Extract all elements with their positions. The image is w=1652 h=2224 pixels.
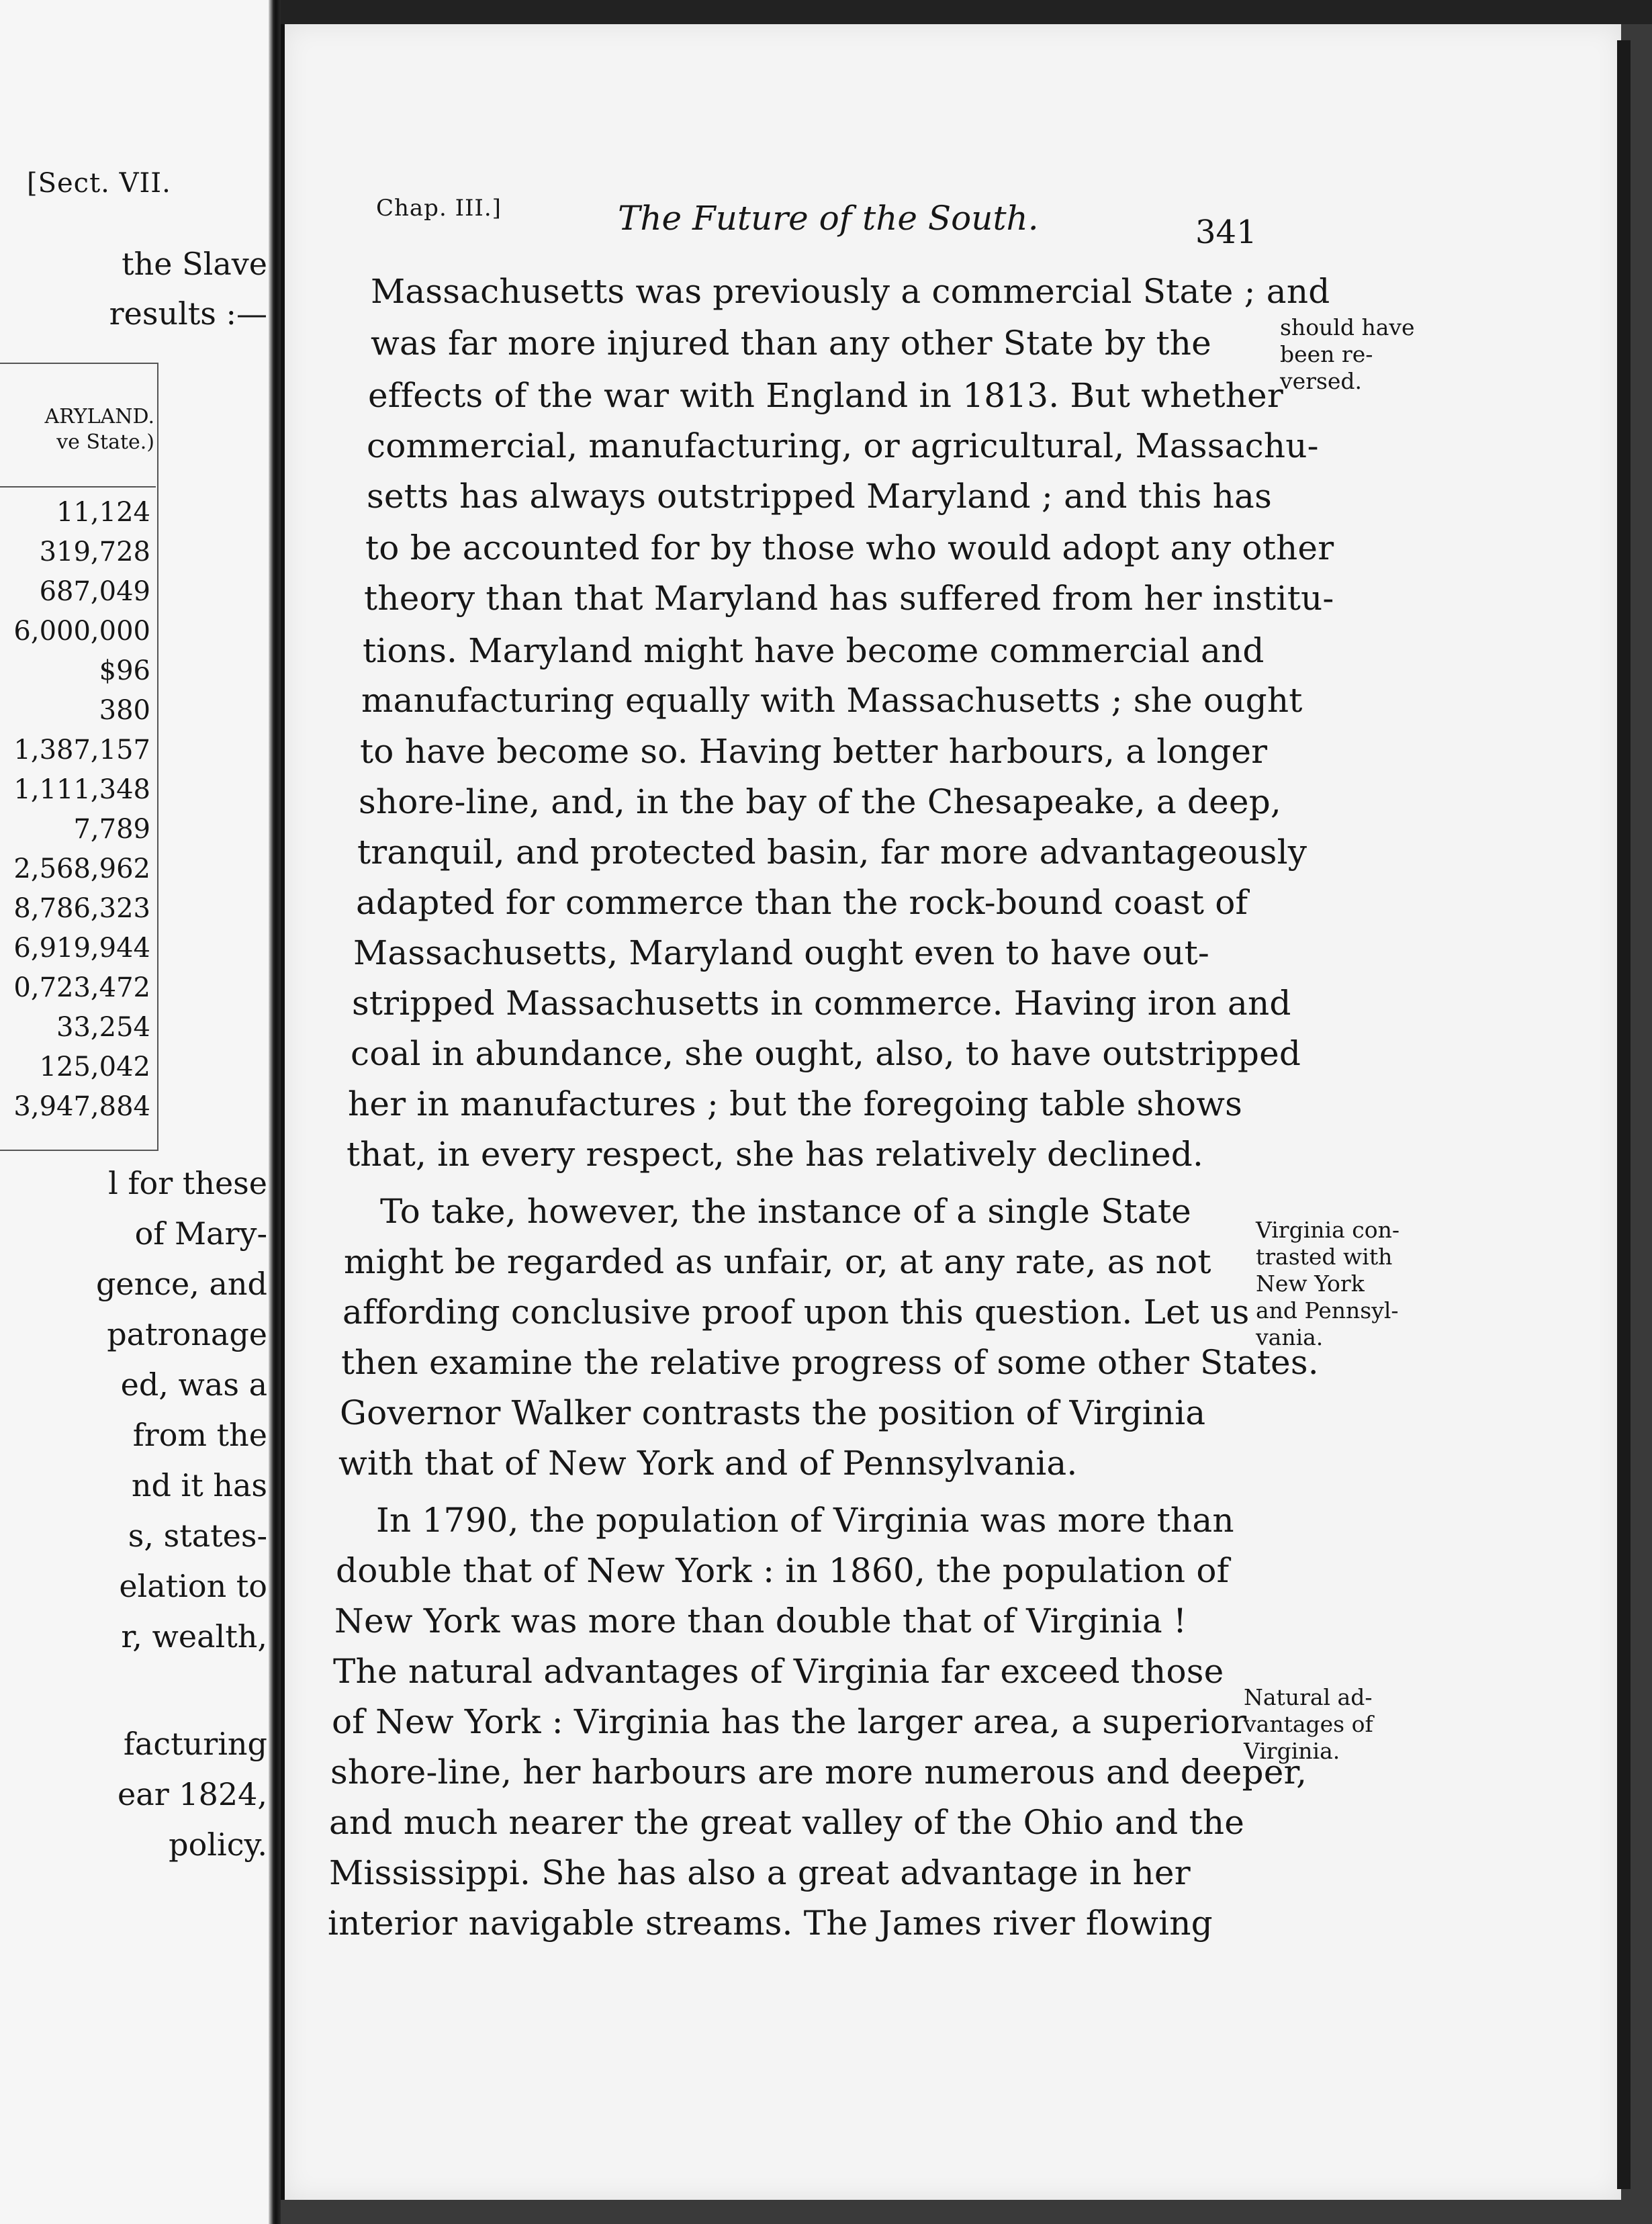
- running-head-title: The Future of the South.: [618, 199, 1039, 238]
- table-value: 33,254: [56, 1012, 150, 1043]
- left-table-header-line: ARYLAND.: [44, 405, 154, 428]
- body-text-line: In 1790, the population of Virginia was more than: [376, 1501, 1234, 1540]
- running-head-chapter: Chap. III.]: [376, 195, 502, 222]
- table-value: 687,049: [39, 576, 150, 607]
- margin-note-line: and Pennsyl-: [1256, 1297, 1399, 1324]
- body-text-line: adapted for commerce than the rock-bound coast of: [356, 883, 1248, 922]
- table-value: 380: [99, 695, 150, 726]
- left-statistics-table: [0, 363, 158, 1151]
- margin-note-line: Virginia.: [1244, 1738, 1340, 1764]
- body-text-line: Mississippi. She has also a great advantage in her: [329, 1853, 1191, 1892]
- body-text-line: her in manufactures ; but the foregoing table shows: [348, 1084, 1242, 1123]
- left-section-heading: [Sect. VII.: [27, 168, 171, 199]
- left-text-line: r, wealth,: [121, 1618, 267, 1655]
- body-text-line: with that of New York and of Pennsylvania.: [338, 1444, 1078, 1483]
- left-text-line: s, states-: [128, 1518, 267, 1554]
- body-text-line: double that of New York : in 1860, the population of: [336, 1551, 1230, 1590]
- margin-note-line: trasted with: [1256, 1244, 1393, 1270]
- margin-note-line: Virginia con-: [1256, 1217, 1399, 1243]
- table-value: 7,789: [73, 814, 150, 845]
- left-text-line: the Slave: [122, 246, 267, 282]
- left-text-line: results :—: [109, 295, 267, 332]
- book-spine-gutter: [269, 0, 281, 2224]
- margin-note-line: vantages of: [1244, 1711, 1373, 1737]
- body-text-line: manufacturing equally with Massachusetts ; she ought: [361, 681, 1303, 720]
- left-text-line: l for these: [108, 1165, 267, 1201]
- body-text-line: tions. Maryland might have become commercial and: [363, 631, 1265, 670]
- left-text-line: elation to: [119, 1568, 267, 1604]
- table-value: 6,919,944: [13, 933, 150, 964]
- table-value: 11,124: [56, 497, 150, 528]
- margin-note: [1280, 314, 1415, 395]
- left-text-line: of Mary-: [134, 1215, 267, 1252]
- table-value: $96: [99, 655, 150, 686]
- body-text-line: and much nearer the great valley of the Ohio and the: [329, 1803, 1245, 1842]
- body-text-line: affording conclusive proof upon this question. Let us: [342, 1293, 1250, 1332]
- margin-note-line: New York: [1256, 1270, 1365, 1297]
- body-text-line: to be accounted for by those who would adopt any other: [365, 528, 1334, 567]
- left-text-line: from the: [132, 1417, 267, 1453]
- body-text-line: was far more injured than any other State by the: [371, 324, 1211, 363]
- body-text-line: setts has always outstripped Maryland ; and this has: [367, 477, 1272, 516]
- table-value: 2,568,962: [13, 853, 150, 884]
- left-text-line: policy.: [169, 1826, 267, 1863]
- table-value: 1,111,348: [13, 774, 150, 805]
- left-text-line: facturing: [123, 1726, 267, 1762]
- body-text-line: effects of the war with England in 1813. But whether: [368, 376, 1283, 415]
- left-text-line: nd it has: [131, 1467, 267, 1503]
- body-text-line: stripped Massachusetts in commerce. Having iron and: [352, 984, 1291, 1023]
- table-value: 1,387,157: [13, 735, 150, 766]
- page-number: 341: [1195, 214, 1257, 251]
- margin-note-line: should have: [1280, 314, 1415, 340]
- left-facing-page: [0, 0, 269, 2224]
- body-text-line: coal in abundance, she ought, also, to have outstripped: [351, 1034, 1301, 1073]
- body-text-line: Massachusetts, Maryland ought even to have out-: [353, 933, 1210, 972]
- body-text-line: to have become so. Having better harbours, a longer: [360, 732, 1268, 771]
- body-text-line: shore-line, her harbours are more numerous and deeper,: [330, 1753, 1307, 1792]
- body-text-line: The natural advantages of Virginia far exceed those: [333, 1652, 1224, 1691]
- left-table-divider: [0, 486, 156, 488]
- table-value: 0,723,472: [13, 972, 150, 1003]
- body-text-line: Massachusetts was previously a commercial State ; and: [371, 272, 1330, 311]
- body-text-line: New York was more than double that of Virginia !: [334, 1602, 1187, 1640]
- table-value: 125,042: [39, 1052, 150, 1082]
- left-table-header: [0, 404, 154, 455]
- body-text-line: then examine the relative progress of some other States.: [341, 1343, 1319, 1382]
- left-table-header-line: ve State.): [56, 430, 154, 454]
- body-text-line: tranquil, and protected basin, far more advantageously: [357, 833, 1307, 872]
- top-edge-shadow: [275, 0, 1652, 24]
- margin-note: [1244, 1684, 1373, 1765]
- body-text-line: shore-line, and, in the bay of the Chesapeake, a deep,: [359, 782, 1282, 821]
- body-text-line: that, in every respect, she has relatively declined.: [347, 1135, 1204, 1174]
- margin-note: [1256, 1217, 1399, 1351]
- body-text-line: might be regarded as unfair, or, at any rate, as not: [344, 1242, 1211, 1281]
- left-text-line: gence, and: [95, 1266, 267, 1302]
- right-page-edge: [1617, 40, 1631, 2189]
- table-value: 6,000,000: [13, 616, 150, 647]
- left-text-line: ear 1824,: [118, 1776, 267, 1812]
- left-text-line: patronage: [107, 1316, 267, 1352]
- table-value: 319,728: [39, 537, 150, 567]
- table-value: 3,947,884: [13, 1091, 150, 1122]
- body-text-line: commercial, manufacturing, or agricultural, Massachu-: [367, 426, 1319, 465]
- body-text-line: interior navigable streams. The James river flowing: [328, 1904, 1213, 1943]
- table-value: 8,786,323: [13, 893, 150, 924]
- body-text-line: Governor Walker contrasts the position of Virginia: [340, 1393, 1206, 1432]
- body-text-line: of New York : Virginia has the larger area, a superior: [332, 1702, 1247, 1741]
- margin-note-line: vania.: [1256, 1324, 1324, 1350]
- margin-note-line: versed.: [1280, 368, 1363, 394]
- body-text-line: theory than that Maryland has suffered from her institu-: [364, 579, 1334, 618]
- margin-note-line: been re-: [1280, 341, 1373, 367]
- left-text-line: ed, was a: [120, 1366, 267, 1403]
- margin-note-line: Natural ad-: [1244, 1684, 1373, 1710]
- body-text-line: To take, however, the instance of a single State: [380, 1192, 1191, 1231]
